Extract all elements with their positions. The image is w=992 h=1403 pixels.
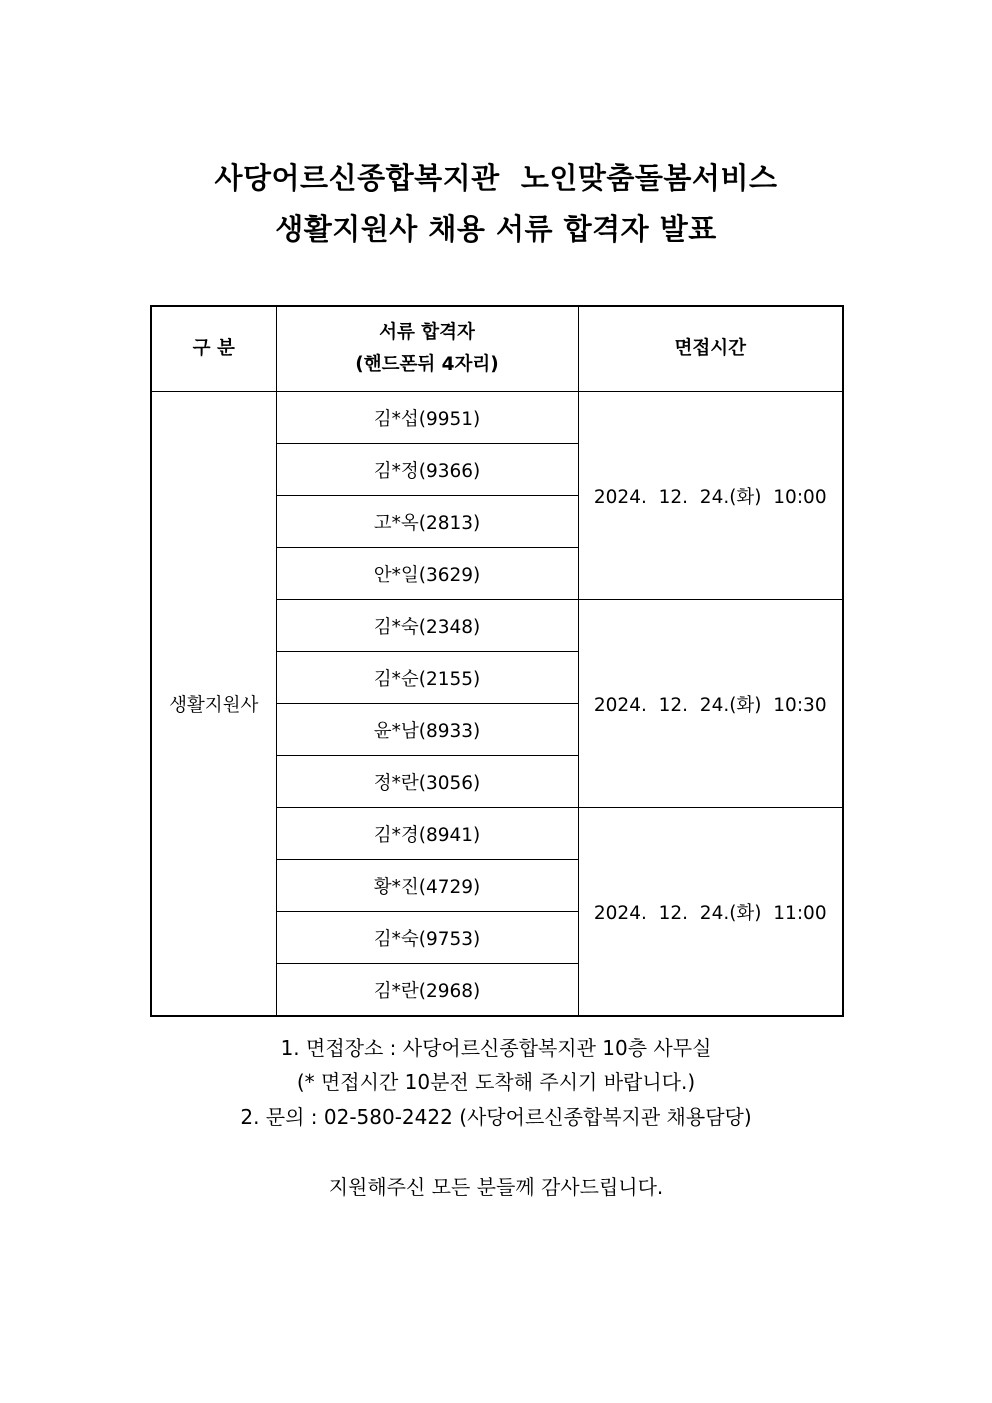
applicant-cell: 김*숙(9753)	[276, 912, 578, 964]
interview-time-cell: 2024. 12. 24.(화) 10:30	[578, 600, 843, 808]
applicant-cell: 고*옥(2813)	[276, 496, 578, 548]
interview-time-cell: 2024. 12. 24.(화) 10:00	[578, 392, 843, 600]
category-cell: 생활지원사	[151, 392, 276, 1017]
page-title-line2: 생활지원사 채용 서류 합격자 발표	[275, 212, 717, 246]
applicant-cell: 김*숙(2348)	[276, 600, 578, 652]
note-location: 1. 면접장소 : 사당어르신종합복지관 10층 사무실	[280, 1036, 712, 1060]
page-title-line1: 사당어르신종합복지관 노인맞춤돌봄서비스	[214, 161, 778, 195]
header-interview-time: 면접시간	[578, 306, 843, 392]
thanks-message: 지원해주신 모든 분들께 감사드립니다.	[328, 1175, 664, 1199]
applicant-cell: 김*경(8941)	[276, 808, 578, 860]
applicant-cell: 김*순(2155)	[276, 652, 578, 704]
applicant-cell: 김*란(2968)	[276, 964, 578, 1017]
note-arrival: (* 면접시간 10분전 도착해 주시기 바랍니다.)	[296, 1070, 696, 1094]
note-contact: 2. 문의 : 02-580-2422 (사당어르신종합복지관 채용담당)	[240, 1105, 752, 1129]
results-table	[150, 305, 844, 1017]
applicant-cell: 김*정(9366)	[276, 444, 578, 496]
header-category: 구 분	[151, 306, 276, 392]
table-header-row	[151, 306, 843, 392]
applicant-cell: 안*일(3629)	[276, 548, 578, 600]
header-applicants: 서류 합격자 (핸드폰뒤 4자리)	[276, 306, 578, 392]
interview-time-cell: 2024. 12. 24.(화) 11:00	[578, 808, 843, 1017]
table-row	[151, 392, 843, 444]
applicant-cell: 윤*남(8933)	[276, 704, 578, 756]
applicant-cell: 김*섭(9951)	[276, 392, 578, 444]
applicant-cell: 황*진(4729)	[276, 860, 578, 912]
applicant-cell: 정*란(3056)	[276, 756, 578, 808]
